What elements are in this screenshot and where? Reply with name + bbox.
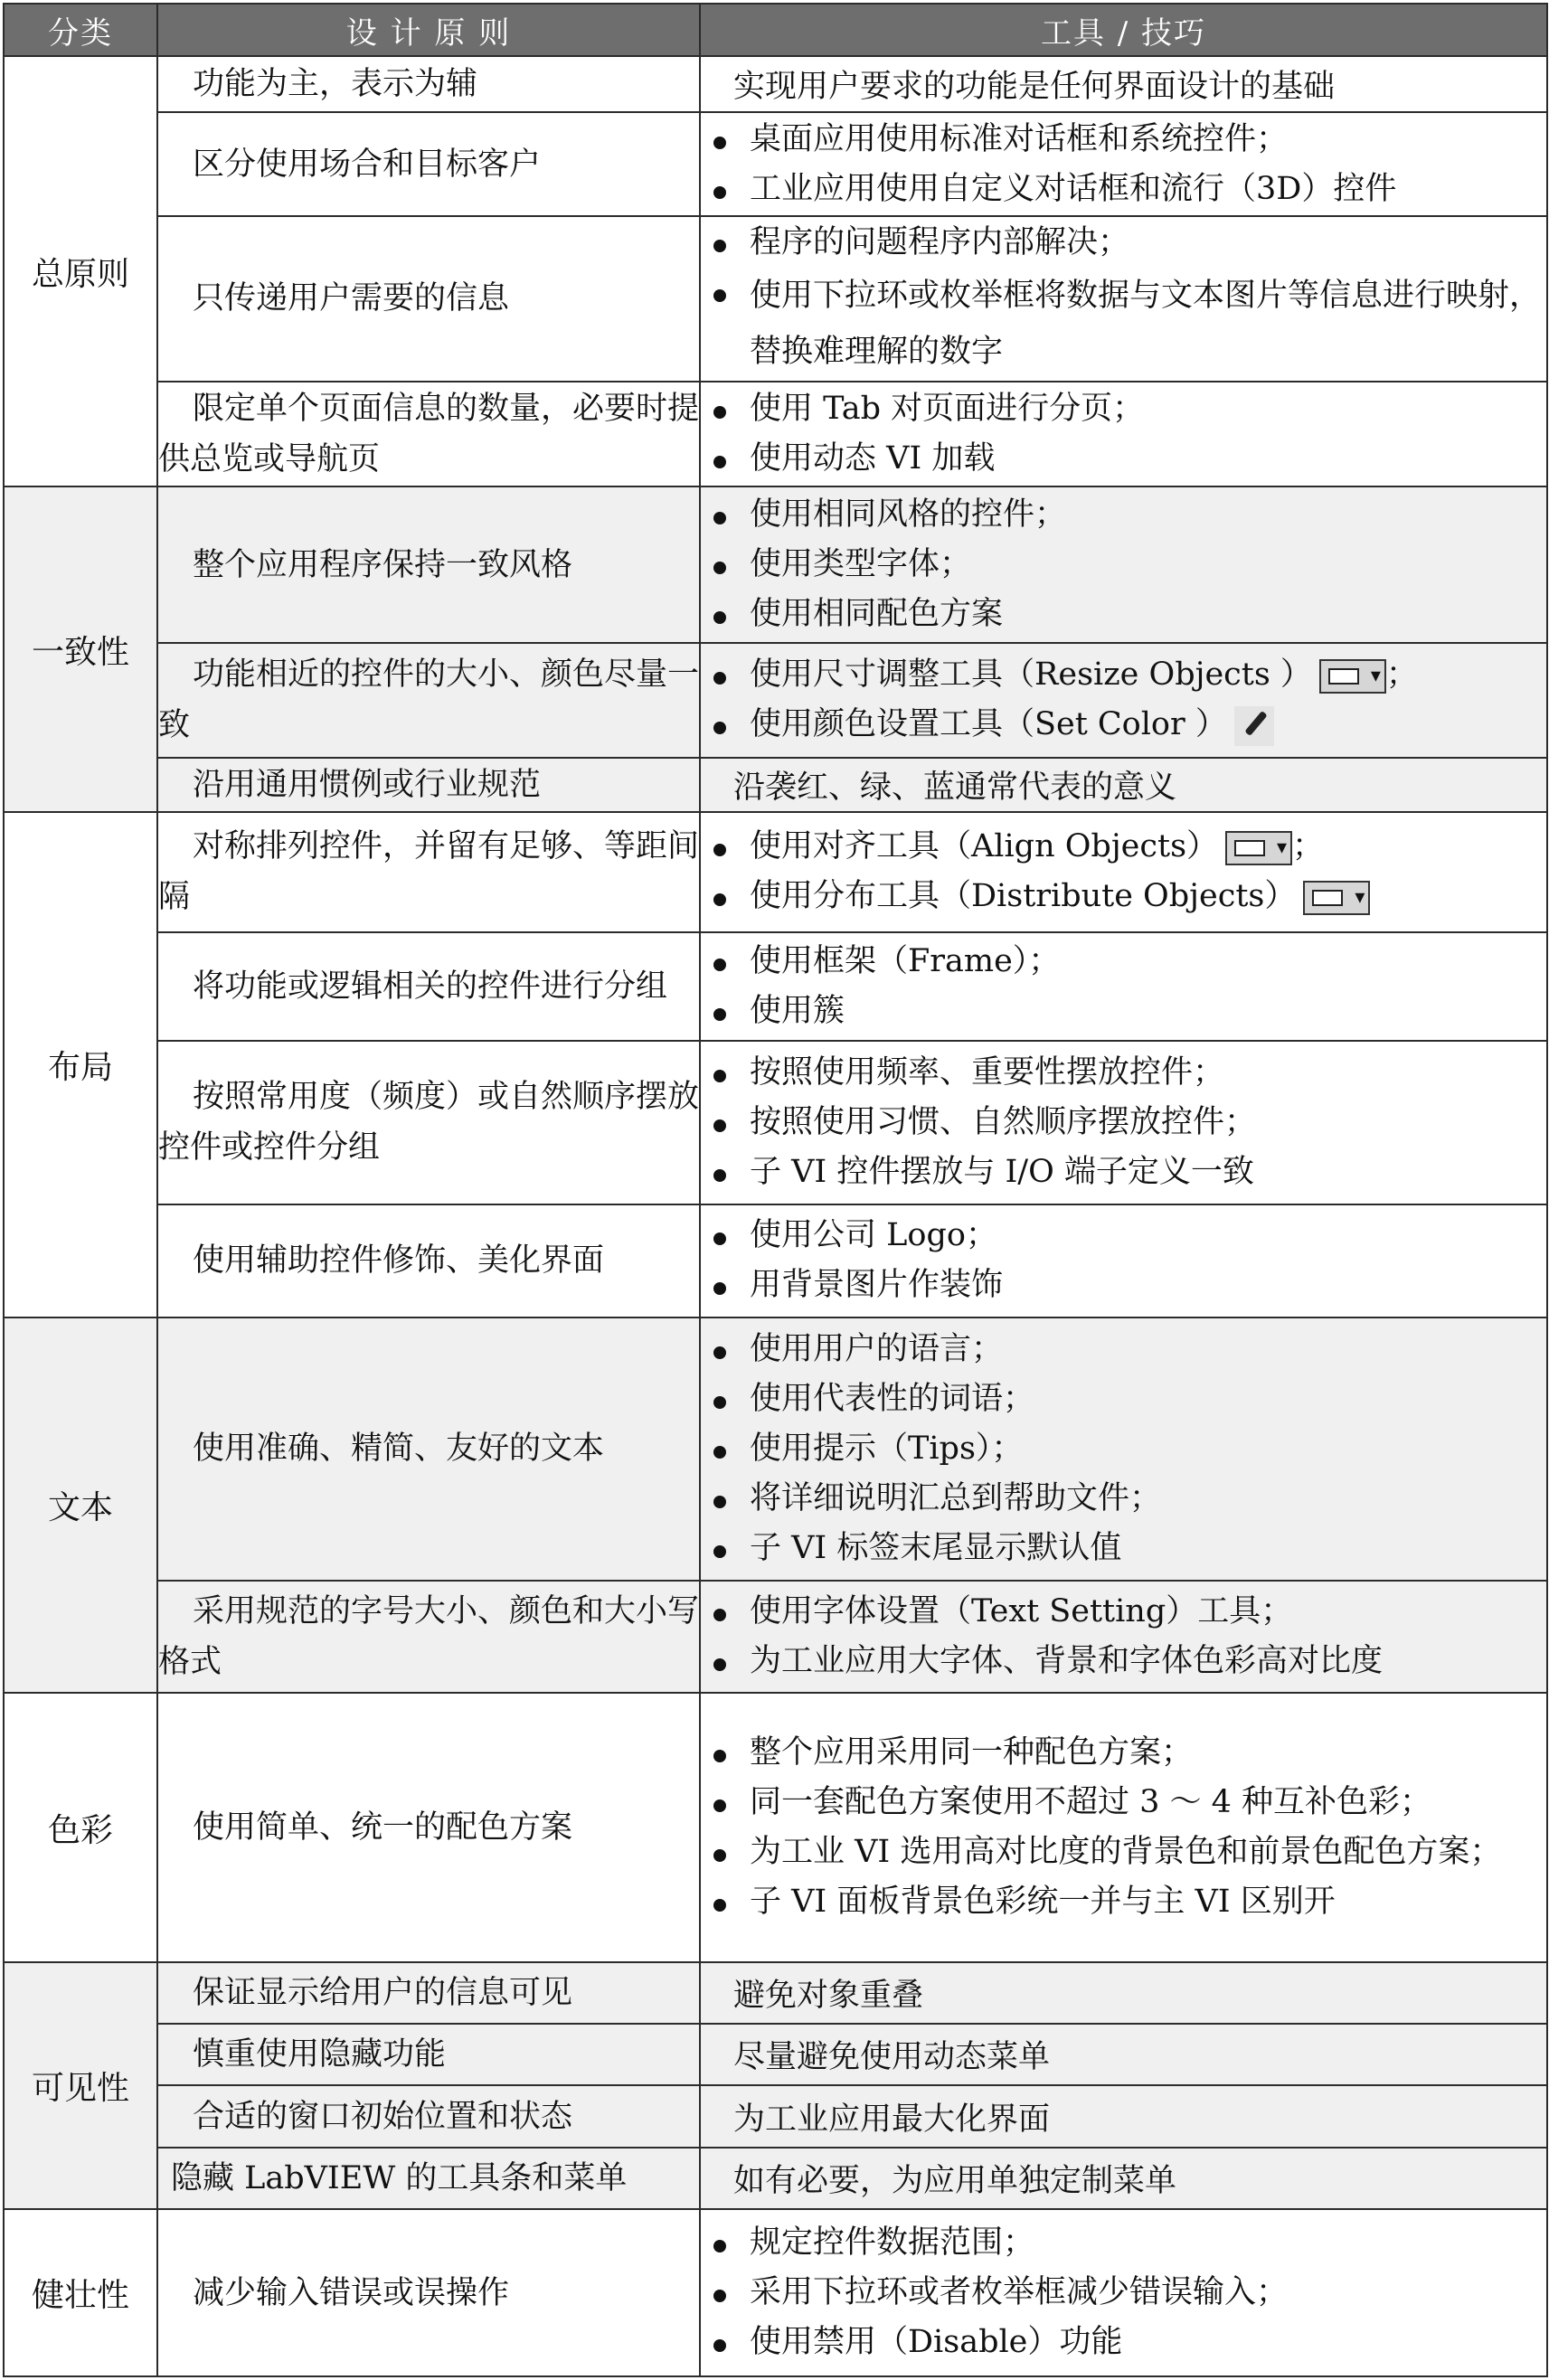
list-item: 使用分布工具（Distribute Objects） ▾ bbox=[701, 872, 1546, 921]
principle-cell: 只传递用户需要的信息 bbox=[157, 216, 700, 382]
category-cell: 一致性 bbox=[4, 486, 157, 812]
category-cell: 可见性 bbox=[4, 1962, 157, 2209]
principle-cell: 减少输入错误或误操作 bbox=[157, 2209, 700, 2376]
list-item: 桌面应用使用标准对话框和系统控件； bbox=[701, 115, 1546, 165]
section-general bbox=[4, 56, 1547, 486]
principle-cell: 保证显示给用户的信息可见 bbox=[157, 1962, 700, 2024]
list-item: 使用动态 VI 加载 bbox=[701, 434, 1546, 484]
align-objects-icon bbox=[1225, 831, 1292, 865]
list-item: 子 VI 控件摆放与 I/O 端子定义一致 bbox=[701, 1148, 1546, 1197]
principle-cell: 合适的窗口初始位置和状态 bbox=[157, 2085, 700, 2147]
brush-icon bbox=[1234, 706, 1274, 746]
tool-cell bbox=[700, 1041, 1547, 1204]
list-item: 按照使用习惯、自然顺序摆放控件； bbox=[701, 1098, 1546, 1148]
table-row bbox=[4, 216, 1547, 382]
table-row bbox=[4, 486, 1547, 643]
tool-cell bbox=[700, 932, 1547, 1042]
tool-cell bbox=[700, 643, 1547, 758]
list-item: 使用对齐工具（Align Objects） ▾ ； bbox=[701, 822, 1546, 872]
section-consistency bbox=[4, 486, 1547, 812]
design-principles-table bbox=[3, 3, 1548, 2377]
list-item: 使用下拉环或枚举框将数据与文本图片等信息进行映射，替换难理解的数字 bbox=[701, 268, 1546, 380]
list-item: 使用簇 bbox=[701, 987, 1546, 1036]
section-robustness bbox=[4, 2209, 1547, 2376]
tool-cell bbox=[700, 112, 1547, 216]
section-layout bbox=[4, 812, 1547, 1318]
list-item: 同一套配色方案使用不超过 3 ～ 4 种互补色彩； bbox=[701, 1778, 1546, 1828]
table-row bbox=[4, 1962, 1547, 2024]
list-item: 将详细说明汇总到帮助文件； bbox=[701, 1474, 1546, 1524]
list-item: 子 VI 标签末尾显示默认值 bbox=[701, 1524, 1546, 1573]
list-item: 为工业应用大字体、背景和字体色彩高对比度 bbox=[701, 1637, 1546, 1686]
tool-cell bbox=[700, 1693, 1547, 1961]
table-row bbox=[4, 932, 1547, 1042]
list-item: 子 VI 面板背景色彩统一并与主 VI 区别开 bbox=[701, 1877, 1546, 1927]
resize-objects-icon bbox=[1319, 659, 1386, 694]
list-item: 规定控件数据范围； bbox=[701, 2218, 1546, 2268]
list-item: 使用代表性的词语； bbox=[701, 1374, 1546, 1424]
principle-cell: 使用简单、统一的配色方案 bbox=[157, 1693, 700, 1961]
table-row bbox=[4, 812, 1547, 932]
list-item: 工业应用使用自定义对话框和流行（3D）控件 bbox=[701, 165, 1546, 214]
list-item: 使用相同配色方案 bbox=[701, 590, 1546, 639]
principle-cell: 使用辅助控件修饰、美化界面 bbox=[157, 1204, 700, 1318]
tool-cell bbox=[700, 1318, 1547, 1581]
category-cell: 总原则 bbox=[4, 56, 157, 486]
tool-cell: 避免对象重叠 bbox=[700, 1962, 1547, 2024]
list-item: 使用字体设置（Text Setting）工具； bbox=[701, 1587, 1546, 1637]
list-item: 使用相同风格的控件； bbox=[701, 490, 1546, 540]
principle-cell: 采用规范的字号大小、颜色和大小写格式 bbox=[157, 1581, 700, 1694]
principle-cell: 将功能或逻辑相关的控件进行分组 bbox=[157, 932, 700, 1042]
list-item: 使用 Tab 对页面进行分页； bbox=[701, 384, 1546, 434]
list-item: 使用禁用（Disable）功能 bbox=[701, 2318, 1546, 2367]
category-cell: 健壮性 bbox=[4, 2209, 157, 2376]
table-row bbox=[4, 1041, 1547, 1204]
list-item: 为工业 VI 选用高对比度的背景色和前景色配色方案； bbox=[701, 1828, 1546, 1877]
list-item: 用背景图片作装饰 bbox=[701, 1261, 1546, 1310]
tool-cell: 如有必要，为应用单独定制菜单 bbox=[700, 2148, 1547, 2209]
principle-cell: 隐藏 LabVIEW 的工具条和菜单 bbox=[157, 2148, 700, 2209]
tool-cell bbox=[700, 216, 1547, 382]
principle-cell: 对称排列控件，并留有足够、等距间隔 bbox=[157, 812, 700, 932]
table-row bbox=[4, 382, 1547, 487]
table-row bbox=[4, 2085, 1547, 2147]
table-row bbox=[4, 1318, 1547, 1581]
category-cell: 文本 bbox=[4, 1318, 157, 1694]
principle-cell: 沿用通用惯例或行业规范 bbox=[157, 758, 700, 812]
tool-cell: 实现用户要求的功能是任何界面设计的基础 bbox=[700, 56, 1547, 112]
tool-cell: 为工业应用最大化界面 bbox=[700, 2085, 1547, 2147]
tool-cell: 尽量避免使用动态菜单 bbox=[700, 2024, 1547, 2085]
tool-cell bbox=[700, 1581, 1547, 1694]
principle-cell: 慎重使用隐藏功能 bbox=[157, 2024, 700, 2085]
table-row bbox=[4, 2024, 1547, 2085]
principle-cell: 功能为主，表示为辅 bbox=[157, 56, 700, 112]
section-visibility bbox=[4, 1962, 1547, 2209]
header-principle: 设 计 原 则 bbox=[157, 4, 700, 56]
list-item: 使用框架（Frame）； bbox=[701, 937, 1546, 987]
table-row bbox=[4, 2148, 1547, 2209]
list-item: 使用尺寸调整工具（Resize Objects ） ▾ ； bbox=[701, 650, 1546, 700]
category-cell: 色彩 bbox=[4, 1693, 157, 1961]
list-item: 使用用户的语言； bbox=[701, 1325, 1546, 1374]
header-row bbox=[4, 4, 1547, 56]
list-item: 使用颜色设置工具（Set Color ） bbox=[701, 700, 1546, 750]
list-item: 使用公司 Logo； bbox=[701, 1211, 1546, 1261]
distribute-objects-icon bbox=[1303, 881, 1370, 915]
table-row bbox=[4, 2209, 1547, 2376]
table-row bbox=[4, 643, 1547, 758]
tool-cell: 沿袭红、绿、蓝通常代表的意义 bbox=[700, 758, 1547, 812]
principle-cell: 功能相近的控件的大小、颜色尽量一致 bbox=[157, 643, 700, 758]
header-tools: 工具 / 技巧 bbox=[700, 4, 1547, 56]
category-cell: 布局 bbox=[4, 812, 157, 1318]
principle-cell: 限定单个页面信息的数量，必要时提供总览或导航页 bbox=[157, 382, 700, 487]
principle-cell: 整个应用程序保持一致风格 bbox=[157, 486, 700, 643]
principle-cell: 区分使用场合和目标客户 bbox=[157, 112, 700, 216]
list-item: 使用类型字体； bbox=[701, 540, 1546, 590]
tool-cell bbox=[700, 382, 1547, 487]
tool-cell bbox=[700, 2209, 1547, 2376]
table-row bbox=[4, 1581, 1547, 1694]
table-row bbox=[4, 1693, 1547, 1961]
header-category: 分类 bbox=[4, 4, 157, 56]
table-row bbox=[4, 758, 1547, 812]
list-item: 程序的问题程序内部解决； bbox=[701, 218, 1546, 268]
list-item: 整个应用采用同一种配色方案； bbox=[701, 1728, 1546, 1778]
table-row bbox=[4, 56, 1547, 112]
section-text bbox=[4, 1318, 1547, 1694]
principle-cell: 按照常用度（频度）或自然顺序摆放控件或控件分组 bbox=[157, 1041, 700, 1204]
tool-cell bbox=[700, 1204, 1547, 1318]
section-color bbox=[4, 1693, 1547, 1961]
list-item: 按照使用频率、重要性摆放控件； bbox=[701, 1048, 1546, 1098]
principle-cell: 使用准确、精简、友好的文本 bbox=[157, 1318, 700, 1581]
tool-cell bbox=[700, 486, 1547, 643]
table-row bbox=[4, 112, 1547, 216]
list-item: 使用提示（Tips）； bbox=[701, 1424, 1546, 1474]
list-item: 采用下拉环或者枚举框减少错误输入； bbox=[701, 2268, 1546, 2318]
tool-cell bbox=[700, 812, 1547, 932]
table-row bbox=[4, 1204, 1547, 1318]
